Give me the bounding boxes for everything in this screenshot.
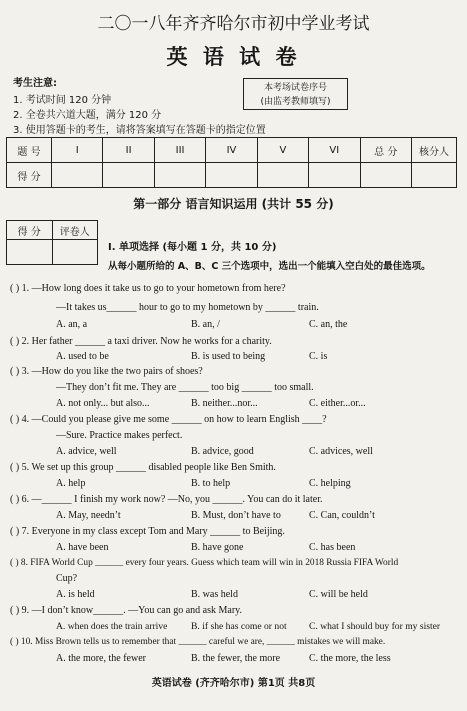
notice-item: 2. 全卷共六道大题，满分 120 分 [13,110,162,121]
option-a[interactable]: A. an, a [56,319,88,330]
option-b[interactable]: B. to help [191,478,231,489]
option-c[interactable]: C. advices, well [309,446,373,457]
option-b[interactable]: B. the fewer, the more [191,653,281,664]
option-c[interactable]: C. helping [309,478,351,489]
option-c[interactable]: C. will be held [309,589,368,600]
notice-heading: 考生注意: [13,78,57,89]
question-line: Cup? [56,573,78,584]
subject-title: 英 语 试 卷 [166,45,301,69]
option-c[interactable]: C. has been [309,542,356,553]
score-header-cell: 总 分 [360,138,411,163]
seat-box-note: (由监考教师填写) [260,97,331,107]
option-a[interactable]: A. advice, well [56,446,117,457]
score-table-score-row [7,163,457,188]
option-a[interactable]: A. is held [56,589,95,600]
option-b[interactable]: B. was held [191,589,238,600]
option-b[interactable]: B. have gone [191,542,244,553]
grader-label: 评卷人 [52,221,98,240]
notice-item: 3. 使用答题卡的考生，请将答案填写在答题卡的指定位置 [13,125,266,136]
question-stem: ( ) 8. FIFA World Cup ______ every four years. Guess which team will win in 2018 Russia FIFA World [10,558,399,568]
seat-number-box [243,78,348,110]
option-c[interactable]: C. is [309,351,328,362]
score-header-cell: II [103,138,154,163]
option-b[interactable]: B. if she has come or not [191,621,287,632]
score-header-cell: I [52,138,103,163]
score-cell[interactable] [154,163,205,188]
question-stem: ( ) 2. Her father ______ a taxi driver. Now he works for a charity. [10,336,272,347]
option-c[interactable]: C. Can, couldn’t [309,510,375,521]
option-b[interactable]: B. Must, don’t have to [191,510,281,521]
option-c[interactable]: C. an, the [309,319,348,330]
score-table [6,137,457,188]
score-cell[interactable] [103,163,154,188]
grader-box [6,220,98,265]
grader-score-cell[interactable] [7,240,53,265]
score-row-label: 得 分 [7,163,52,188]
option-b[interactable]: B. advice, good [191,446,254,457]
option-a[interactable]: A. the more, the fewer [56,653,146,664]
question-stem: ( ) 10. Miss Brown tells us to remember that ______ careful we are, ______ mistakes we will make. [10,637,386,647]
score-cell[interactable] [360,163,411,188]
exam-title: 二〇一八年齐齐哈尔市初中学业考试 [97,14,370,34]
question-stem: ( ) 6. —______ I finish my work now? —No, you ______. You can do it later. [10,494,323,505]
question-line: —Sure. Practice makes perfect. [56,430,183,441]
score-header-cell: 题 号 [7,138,52,163]
notice-item: 1. 考试时间 120 分钟 [13,95,112,106]
score-header-cell: IV [206,138,257,163]
option-a[interactable]: A. help [56,478,86,489]
score-table-header-row [7,138,457,163]
option-b[interactable]: B. neither...nor... [191,398,258,409]
part1-title: 第一部分 语言知识运用 (共计 55 分) [133,197,334,211]
seat-box-label: 本考场试卷序号 [263,83,327,93]
option-a[interactable]: A. May, needn’t [56,510,121,521]
question-line: —It takes us______ hour to go to my hometown by ______ train. [56,302,319,313]
question-stem: ( ) 4. —Could you please give me some ______ on how to learn English ____? [10,414,327,425]
question-stem: ( ) 9. —I don’t know______. —You can go and ask Mary. [10,605,243,616]
option-a[interactable]: A. when does the train arrive [56,621,168,632]
question-stem: ( ) 7. Everyone in my class except Tom and Mary ______ to Beijing. [10,526,285,537]
score-header-cell: VI [309,138,360,163]
question-line: —They don’t fit me. They are ______ too big ______ too small. [56,382,314,393]
option-a[interactable]: A. have been [56,542,109,553]
option-a[interactable]: A. used to be [56,351,109,362]
option-b[interactable]: B. is used to being [191,351,266,362]
option-c[interactable]: C. either...or... [309,398,366,409]
score-cell[interactable] [52,163,103,188]
question-stem: ( ) 3. —How do you like the two pairs of shoes? [10,366,203,377]
option-c[interactable]: C. what I should buy for my sister [309,621,441,632]
section1-title: I. 单项选择 (每小题 1 分，共 10 分) [108,242,277,253]
score-cell[interactable] [257,163,308,188]
section1-instruction: 从每小题所给的 A、B、C 三个选项中，选出一个能填入空白处的最佳选项。 [108,261,431,272]
grader-score-label: 得 分 [7,221,53,240]
question-stem: ( ) 5. We set up this group ______ disabled people like Ben Smith. [10,462,276,473]
option-b[interactable]: B. an, / [191,319,220,330]
score-header-cell: III [154,138,205,163]
score-cell[interactable] [309,163,360,188]
page-footer: 英语试卷 (齐齐哈尔市) 第1页 共8页 [151,678,316,689]
score-header-cell: 核分人 [412,138,457,163]
grader-name-cell[interactable] [52,240,98,265]
score-cell[interactable] [412,163,457,188]
question-stem: ( ) 1. —How long does it take us to go to your hometown from here? [10,283,286,294]
score-cell[interactable] [206,163,257,188]
score-header-cell: V [257,138,308,163]
option-a[interactable]: A. not only... but also... [56,398,150,409]
option-c[interactable]: C. the more, the less [309,653,391,664]
